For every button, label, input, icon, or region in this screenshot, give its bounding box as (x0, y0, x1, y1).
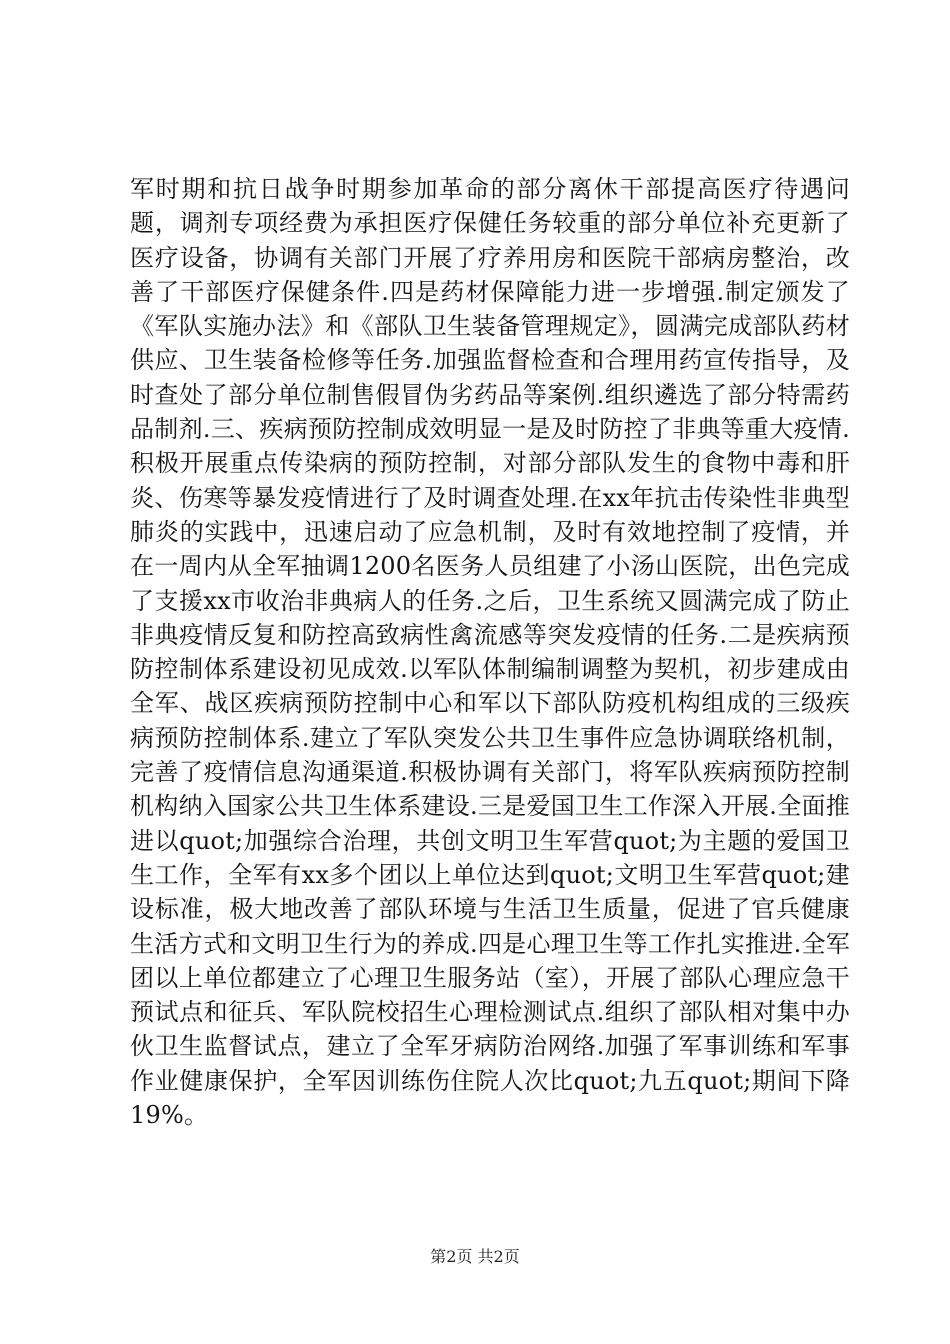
page-footer: 第2页 共2页 (430, 1247, 520, 1266)
body-paragraph: 军时期和抗日战争时期参加革命的部分离休干部提高医疗待遇问题，调剂专项经费为承担医疗保健任务较重的部分单位补充更新了医疗设备，协调有关部门开展了疗养用房和医院干部病房整治，改善了干部医疗保健条件.四是药材保障能力进一步增强.制定颁发了《军队实施办法》和《部队卫生装备管理规定》，圆满完成部队药材供应、卫生装备检修等任务.加强监督检查和合理用药宣传指导，及时查处了部分单位制售假冒伪劣药品等案例.组织遴选了部分特需药品制剂.三、疾病预防控制成效明显一是及时防控了非典等重大疫情.积极开展重点传染病的预防控制，对部分部队发生的食物中毒和肝炎、伤寒等暴发疫情进行了及时调查处理.在xx年抗击传染性非典型肺炎的实践中，迅速启动了应急机制，及时有效地控制了疫情，并在一周内从全军抽调1200名医务人员组建了小汤山医院，出色完成了支援xx市收治非典病人的任务.之后，卫生系统又圆满完成了防止非典疫情反复和防控高致病性禽流感等突发疫情的任务.二是疾病预防控制体系建设初见成效.以军队体制编制调整为契机，初步建成由全军、战区疾病预防控制中心和军以下部队防疫机构组成的三级疾病预防控制体系.建立了军队突发公共卫生事件应急协调联络机制，完善了疫情信息沟通渠道.积极协调有关部门，将军队疾病预防控制机构纳入国家公共卫生体系建设.三是爱国卫生工作深入开展.全面推进以quot;加强综合治理，共创文明卫生军营quot;为主题的爱国卫生工作，全军有xx多个团以上单位达到quot;文明卫生军营quot;建设标准，极大地改善了部队环境与生活卫生质量，促进了官兵健康生活方式和文明卫生行为的养成.四是心理卫生等工作扎实推进.全军团以上单位都建立了心理卫生服务站（室），开展了部队心理应急干预试点和征兵、军队院校招生心理检测试点.组织了部队相对集中办伙卫生监督试点，建立了全军牙病防治网络.加强了军事训练和军事作业健康保护，全军因训练伤住院人次比quot;九五quot;期间下降19%。 (130, 175, 850, 1130)
